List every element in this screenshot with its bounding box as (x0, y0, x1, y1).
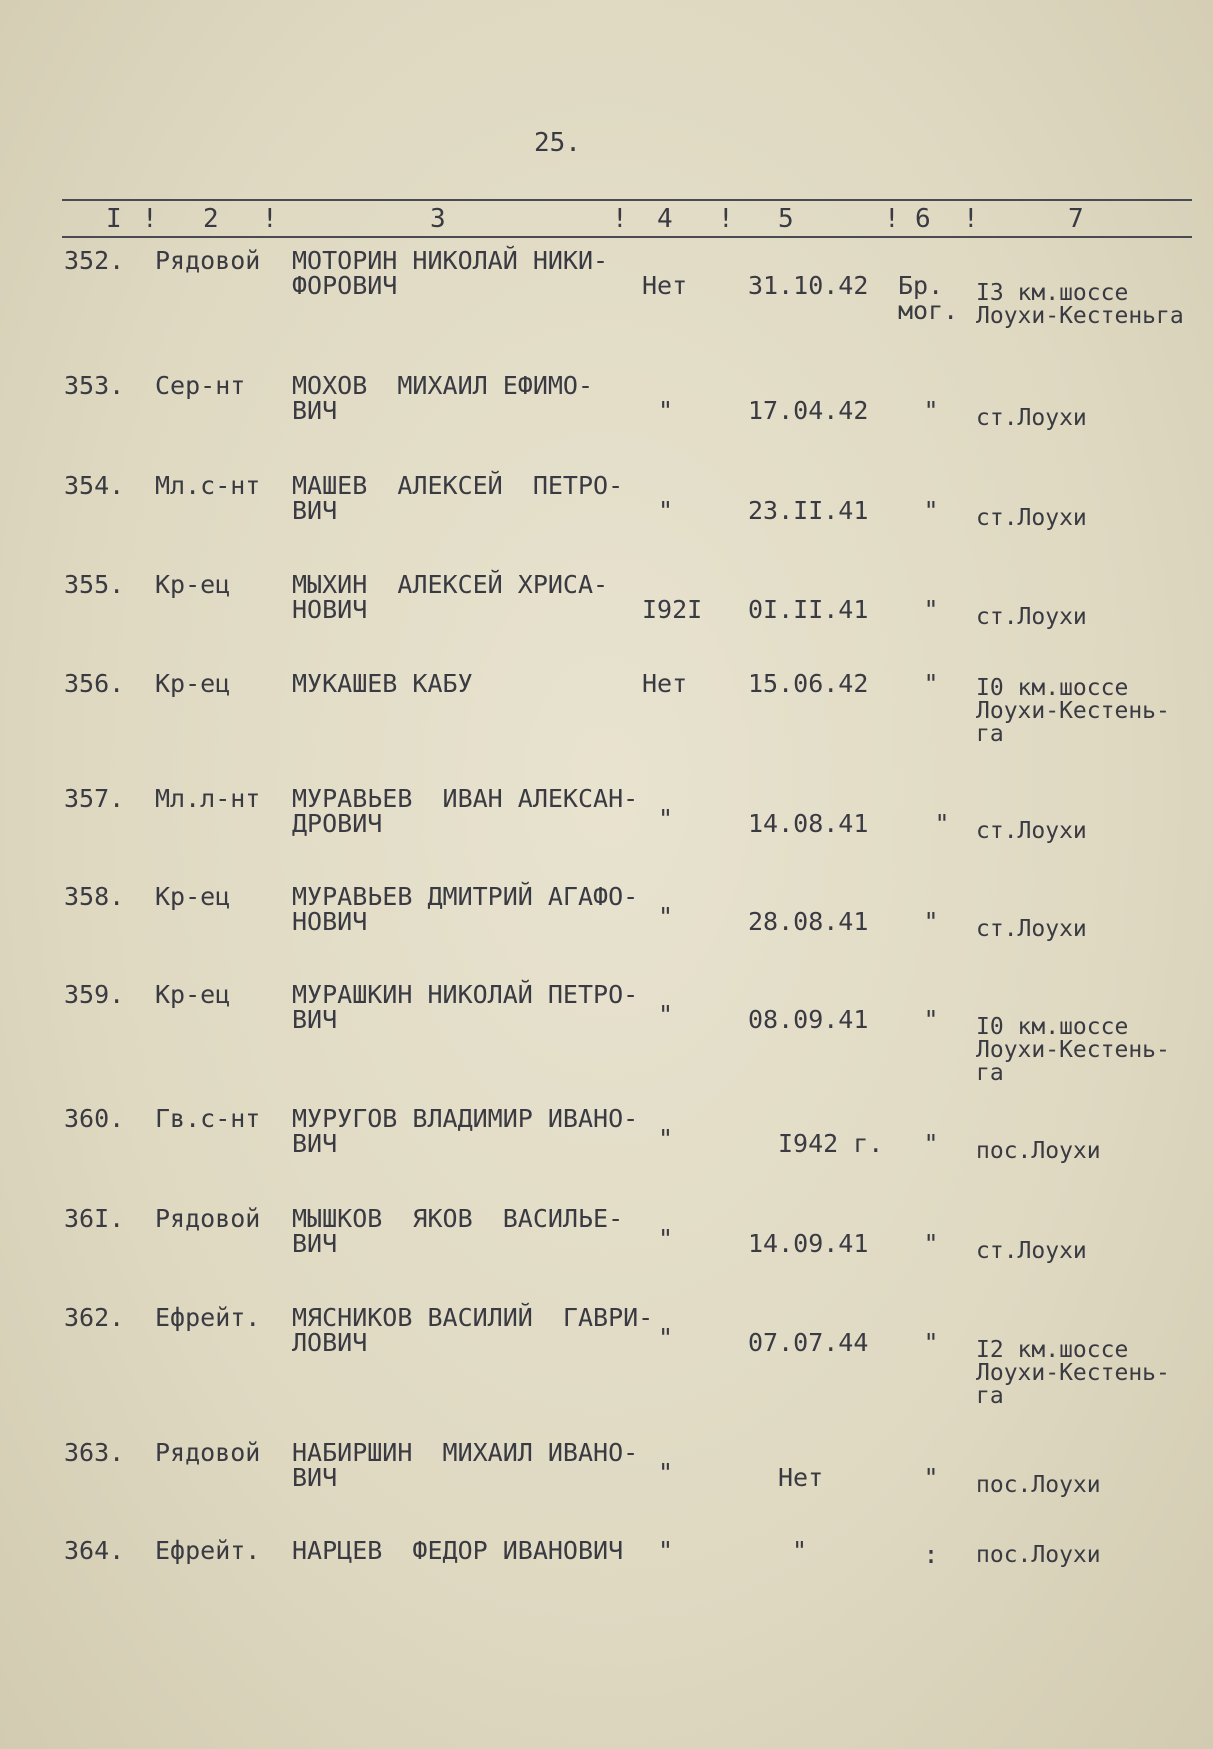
row-rank: Гв.с-нт (155, 1104, 261, 1133)
row-burial-place: I3 км.шоссе Лоухи-Кестеньга (976, 280, 1184, 329)
row-number: 355. (64, 570, 125, 599)
row-burial-place: ст.Лоухи (976, 405, 1087, 431)
row-number: 352. (64, 246, 125, 275)
row-burial: Бр. мог. (898, 271, 959, 325)
row-burial: : (923, 1540, 939, 1569)
row-rank: Сер-нт (155, 371, 246, 400)
header-col-1: I (106, 204, 122, 234)
row-burial: " (923, 907, 939, 936)
row-burial: " (923, 595, 939, 624)
row-name: МЫХИН АЛЕКСЕЙ ХРИСА- НОВИЧ (292, 570, 609, 624)
row-name: МЫШКОВ ЯКОВ ВАСИЛЬЕ- ВИЧ (292, 1204, 624, 1258)
row-birth-year: " (658, 902, 674, 931)
header-sep-2: ! (262, 204, 278, 234)
row-name: МАШЕВ АЛЕКСЕЙ ПЕТРО- ВИЧ (292, 471, 624, 525)
row-burial: " (923, 396, 939, 425)
row-burial-place: ст.Лоухи (976, 604, 1087, 630)
row-death-date: 08.09.41 (748, 1005, 869, 1034)
row-rank: Кр-ец (155, 669, 231, 698)
row-name: МУРУГОВ ВЛАДИМИР ИВАНО- ВИЧ (292, 1104, 639, 1158)
header-top-rule (62, 199, 1192, 201)
row-name: МЯСНИКОВ ВАСИЛИЙ ГАВРИ- ЛОВИЧ (292, 1303, 654, 1357)
row-birth-year: " (658, 496, 674, 525)
row-burial: " (934, 809, 950, 838)
row-death-date: 14.09.41 (748, 1229, 869, 1258)
row-death-date: 28.08.41 (748, 907, 869, 936)
row-birth-year: " (658, 1224, 674, 1253)
header-col-3: 3 (430, 204, 446, 234)
row-death-date: " (792, 1536, 808, 1565)
header-col-5: 5 (778, 204, 794, 234)
row-name: МУРАВЬЕВ ИВАН АЛЕКСАН- ДРОВИЧ (292, 784, 639, 838)
row-burial-place: I0 км.шоссе Лоухи-Кестень- га (976, 675, 1170, 747)
header-col-6: 6 (915, 204, 931, 234)
row-birth-year: Нет (642, 271, 688, 300)
row-burial: " (923, 1005, 939, 1034)
header-sep-3: ! (612, 204, 628, 234)
row-name: МУКАШЕВ КАБУ (292, 669, 473, 698)
row-number: 364. (64, 1536, 125, 1565)
row-burial-place: пос.Лоухи (976, 1138, 1101, 1164)
row-rank: Мл.л-нт (155, 784, 261, 813)
row-death-date: 31.10.42 (748, 271, 869, 300)
row-rank: Рядовой (155, 246, 261, 275)
row-rank: Кр-ец (155, 882, 231, 911)
row-name: МУРАВЬЕВ ДМИТРИЙ АГАФО- НОВИЧ (292, 882, 639, 936)
row-rank: Ефрейт. (155, 1536, 261, 1565)
row-burial-place: пос.Лоухи (976, 1472, 1101, 1498)
row-birth-year: Нет (642, 669, 688, 698)
row-birth-year: " (658, 1000, 674, 1029)
header-sep-5: ! (884, 204, 900, 234)
row-death-date: I942 г. (778, 1129, 884, 1158)
row-death-date: Нет (778, 1463, 824, 1492)
row-birth-year: " (658, 804, 674, 833)
row-number: 354. (64, 471, 125, 500)
row-burial-place: I0 км.шоссе Лоухи-Кестень- га (976, 1014, 1170, 1086)
page-number: 25. (534, 128, 581, 158)
row-burial-place: I2 км.шоссе Лоухи-Кестень- га (976, 1337, 1170, 1409)
row-burial: " (923, 1129, 939, 1158)
row-number: 363. (64, 1438, 125, 1467)
row-birth-year: " (658, 396, 674, 425)
row-burial: " (923, 496, 939, 525)
row-number: 358. (64, 882, 125, 911)
row-name: МУРАШКИН НИКОЛАЙ ПЕТРО- ВИЧ (292, 980, 639, 1034)
row-burial-place: ст.Лоухи (976, 505, 1087, 531)
row-rank: Рядовой (155, 1204, 261, 1233)
row-number: 359. (64, 980, 125, 1009)
row-birth-year: " (658, 1536, 674, 1565)
header-sep-4: ! (718, 204, 734, 234)
row-number: 357. (64, 784, 125, 813)
header-sep-1: ! (142, 204, 158, 234)
header-bottom-rule (62, 236, 1192, 238)
row-rank: Мл.с-нт (155, 471, 261, 500)
row-number: 360. (64, 1104, 125, 1133)
row-name: НАРЦЕВ ФЕДОР ИВАНОВИЧ (292, 1536, 624, 1565)
row-name: НАБИРШИН МИХАИЛ ИВАНО- ВИЧ (292, 1438, 639, 1492)
row-burial-place: ст.Лоухи (976, 1238, 1087, 1264)
row-burial-place: ст.Лоухи (976, 818, 1087, 844)
row-death-date: 17.04.42 (748, 396, 869, 425)
row-number: 362. (64, 1303, 125, 1332)
row-burial: " (923, 669, 939, 698)
row-burial: " (923, 1328, 939, 1357)
row-burial-place: ст.Лоухи (976, 916, 1087, 942)
row-rank: Кр-ец (155, 980, 231, 1009)
row-number: 36I. (64, 1204, 125, 1233)
row-burial-place: пос.Лоухи (976, 1542, 1101, 1568)
header-col-7: 7 (1068, 204, 1084, 234)
row-death-date: 07.07.44 (748, 1328, 869, 1357)
row-rank: Рядовой (155, 1438, 261, 1467)
row-name: МОТОРИН НИКОЛАЙ НИКИ- ФОРОВИЧ (292, 246, 609, 300)
row-birth-year: " (658, 1458, 674, 1487)
row-death-date: 0I.II.41 (748, 595, 869, 624)
row-birth-year: I92I (642, 595, 703, 624)
header-col-4: 4 (657, 204, 673, 234)
header-col-2: 2 (203, 204, 219, 234)
row-number: 353. (64, 371, 125, 400)
row-number: 356. (64, 669, 125, 698)
row-birth-year: " (658, 1124, 674, 1153)
header-sep-6: ! (963, 204, 979, 234)
row-burial: " (923, 1229, 939, 1258)
row-burial: " (923, 1463, 939, 1492)
row-death-date: 23.II.41 (748, 496, 869, 525)
row-birth-year: " (658, 1323, 674, 1352)
row-rank: Кр-ец (155, 570, 231, 599)
row-death-date: 15.06.42 (748, 669, 869, 698)
row-death-date: 14.08.41 (748, 809, 869, 838)
row-name: МОХОВ МИХАИЛ ЕФИМО- ВИЧ (292, 371, 594, 425)
row-rank: Ефрейт. (155, 1303, 261, 1332)
